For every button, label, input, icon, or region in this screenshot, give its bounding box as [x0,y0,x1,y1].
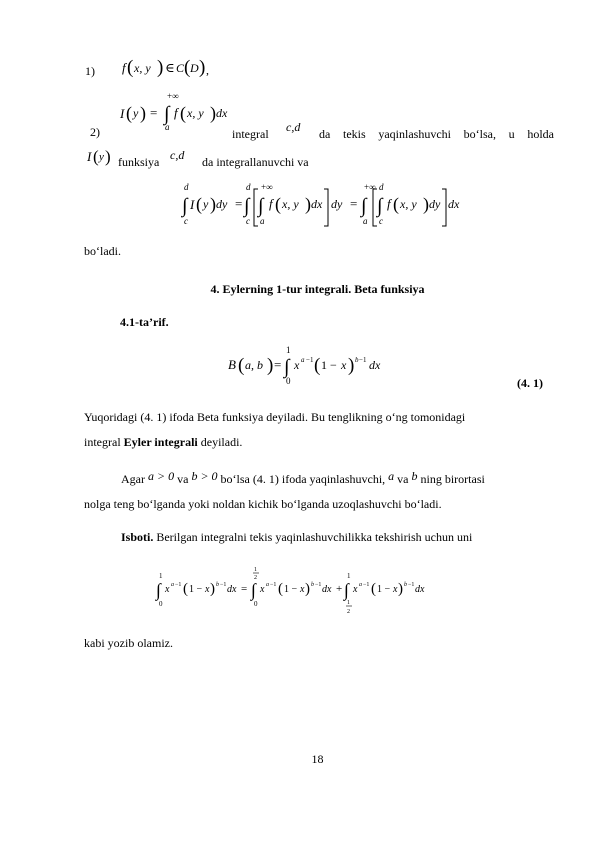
svg-text:=: = [274,357,282,372]
svg-text:d: d [246,182,251,192]
svg-text:=: = [235,196,243,211]
svg-text:dx: dx [311,197,323,211]
svg-text:dx: dx [415,584,425,595]
item-2-formula-I [114,86,234,136]
item-2-number: 2) [90,125,100,139]
para2-line2: nolga teng bo‘lganda yoki noldan kichik bo‘lganda uzoqlashuvchi bo‘ladi. [84,497,442,511]
svg-text:∫: ∫ [251,580,256,600]
svg-text:x: x [165,584,170,595]
svg-text:∫: ∫ [156,580,161,600]
item-2-interval-2: c,d [170,148,185,162]
svg-text:−1: −1 [175,582,182,588]
para2-c: bo‘lsa (4. 1) ifoda yaqinlashuvchi, [217,472,389,486]
proof-line [121,530,472,545]
svg-text:(: ( [184,57,191,78]
svg-text:1 −: 1 − [321,358,337,372]
svg-text:−1: −1 [315,582,322,588]
para2-e: ning birortasi [417,472,485,486]
para2-a: Agar [121,472,148,486]
svg-text:∫: ∫ [258,195,264,217]
svg-text:): ) [199,57,206,78]
svg-text:=: = [350,196,358,211]
svg-text:(: ( [180,103,186,123]
svg-text:(: ( [314,355,321,376]
var-a: a [388,469,395,483]
svg-text:): ) [210,581,215,597]
item-1-trail: , [206,63,209,77]
para2-line1 [121,469,485,487]
svg-text:(: ( [127,57,134,78]
svg-text:C: C [176,61,185,75]
svg-text:x, y: x, y [282,197,299,211]
svg-text:x: x [205,584,210,595]
equation-number: (4. 1) [517,376,543,390]
svg-text:+∞: +∞ [167,91,179,101]
var-b: b [411,469,418,483]
svg-text:(: ( [393,194,399,214]
svg-text:a: a [363,216,368,226]
para1-line2-a: integral [84,435,124,449]
closing-text: kabi yozib olamiz. [84,636,173,650]
svg-text:=: = [150,105,158,120]
svg-text:y: y [133,106,139,120]
svg-text:+∞: +∞ [364,182,376,192]
svg-text:0: 0 [159,600,163,608]
svg-text:): ) [210,103,216,123]
svg-text:x: x [294,358,300,372]
svg-text:+∞: +∞ [261,182,273,192]
svg-text:dx: dx [448,197,460,211]
svg-text:2: 2 [347,609,350,615]
svg-text:a: a [171,582,174,588]
svg-text:x: x [341,358,347,372]
svg-text:): ) [398,581,403,597]
svg-text:x: x [300,584,305,595]
svg-text:−1: −1 [359,356,367,364]
beta-formula [226,340,416,390]
item-2-text-funksiya: funksiya [118,155,160,169]
svg-text:f: f [122,60,126,75]
svg-text:dy: dy [216,197,228,211]
svg-text:∫: ∫ [244,195,250,217]
svg-text:c: c [379,216,383,226]
svg-text:+: + [336,583,343,595]
svg-text:(: ( [126,103,132,123]
svg-text:1: 1 [347,600,350,606]
proof-text: Berilgan integralni tekis yaqinlashuvchilikka tekshirish uchun uni [153,530,473,544]
para2-b: va [174,472,192,486]
svg-text:(: ( [275,194,281,214]
svg-text:dy: dy [429,197,441,211]
proof-label: Isboti. [121,530,154,544]
svg-text:dy: dy [331,197,343,211]
svg-text:D: D [190,61,199,75]
item-2-text-converge: da tekis yaqinlashuvchi bo‘lsa, u holda [319,127,554,141]
svg-text:∫: ∫ [284,356,290,378]
svg-text:0: 0 [286,376,291,386]
definition-label: 4.1-ta’rif. [120,315,169,329]
svg-text:∫: ∫ [344,580,349,600]
svg-text:B: B [228,357,236,372]
svg-text:(: ( [278,581,283,597]
svg-text:∫: ∫ [164,103,170,125]
svg-text:f: f [269,196,273,211]
para1-line2-b: deyiladi. [197,435,243,449]
svg-text:): ) [210,194,216,214]
svg-text:a, b: a, b [245,358,263,372]
svg-text:): ) [105,147,111,166]
svg-text:): ) [140,103,146,123]
svg-text:I: I [120,106,125,121]
svg-text:b: b [311,582,314,588]
svg-text:d: d [184,182,189,192]
para1-line1: Yuqoridagi (4. 1) ifoda Beta funksiya deyiladi. Bu tenglikning o‘ng tomonidagi [84,410,466,424]
svg-text:0: 0 [254,600,258,608]
svg-text:): ) [157,57,164,78]
svg-text:dx: dx [227,584,237,595]
svg-text:1: 1 [347,572,351,580]
svg-text:∫: ∫ [361,195,367,217]
svg-text:−1: −1 [270,582,277,588]
boladi-text: bo‘ladi. [84,244,121,258]
svg-text:f: f [174,105,178,120]
svg-text:): ) [305,194,311,214]
item-2-interval-1: c,d [286,120,301,134]
svg-text:1 −: 1 − [377,584,391,595]
svg-text:f: f [387,196,391,211]
para2-d: va [394,472,412,486]
svg-text:b: b [404,582,407,588]
svg-text:x, y: x, y [400,197,417,211]
svg-text:1: 1 [254,567,257,573]
svg-text:x: x [393,584,398,595]
svg-text:∫: ∫ [377,195,383,217]
svg-text:(: ( [93,147,99,166]
svg-text:=: = [241,583,248,595]
item-2-text-integrable: da integrallanuvchi va [202,155,309,169]
svg-text:a: a [266,582,269,588]
fubini-formula [180,176,460,232]
svg-text:x: x [353,584,358,595]
svg-text:I: I [190,197,195,212]
split-formula [154,562,444,622]
item-1-number: 1) [85,64,95,78]
svg-text:d: d [379,182,384,192]
svg-text:1: 1 [286,345,291,355]
svg-text:c: c [184,216,188,226]
svg-text:(: ( [183,581,188,597]
svg-text:(: ( [238,355,245,376]
svg-text:1 −: 1 − [284,584,298,595]
svg-text:a: a [165,122,170,132]
svg-text:dx: dx [216,106,228,120]
eyler-integral-term: Eyler integrali [123,435,198,449]
item-1-formula [118,52,228,80]
svg-text:2: 2 [254,575,257,581]
svg-text:−1: −1 [363,582,370,588]
svg-text:−1: −1 [408,582,415,588]
svg-text:): ) [305,581,310,597]
svg-text:dx: dx [322,584,332,595]
svg-text:y: y [203,197,209,211]
cond-b-positive: b > 0 [191,469,218,483]
svg-text:y: y [99,151,104,163]
svg-text:dx: dx [369,358,381,372]
svg-text:): ) [267,355,274,376]
section-title: 4. Eylerning 1-tur integrali. Beta funksiya [210,282,425,296]
svg-text:c: c [246,216,250,226]
page-number: 18 [311,752,324,766]
svg-text:1: 1 [159,572,163,580]
svg-text:−1: −1 [220,582,227,588]
svg-text:): ) [423,194,429,214]
svg-text:∈: ∈ [165,60,175,75]
svg-text:(: ( [371,581,376,597]
cond-a-positive: a > 0 [148,469,175,483]
svg-text:b: b [355,356,359,364]
svg-text:I: I [87,149,92,164]
svg-text:1 −: 1 − [189,584,203,595]
svg-text:(: ( [196,194,202,214]
svg-text:x, y: x, y [134,61,151,75]
svg-text:b: b [216,582,219,588]
svg-text:∫: ∫ [182,195,188,217]
svg-text:a: a [260,216,265,226]
para1-line2 [84,435,242,450]
svg-text:x: x [260,584,265,595]
svg-text:): ) [348,355,355,376]
item-2-text-integral: integral [232,127,269,141]
svg-text:−1: −1 [306,356,314,364]
svg-text:x, y: x, y [187,106,204,120]
svg-text:a: a [301,356,305,364]
svg-text:a: a [359,582,362,588]
item-2-func [84,144,120,168]
